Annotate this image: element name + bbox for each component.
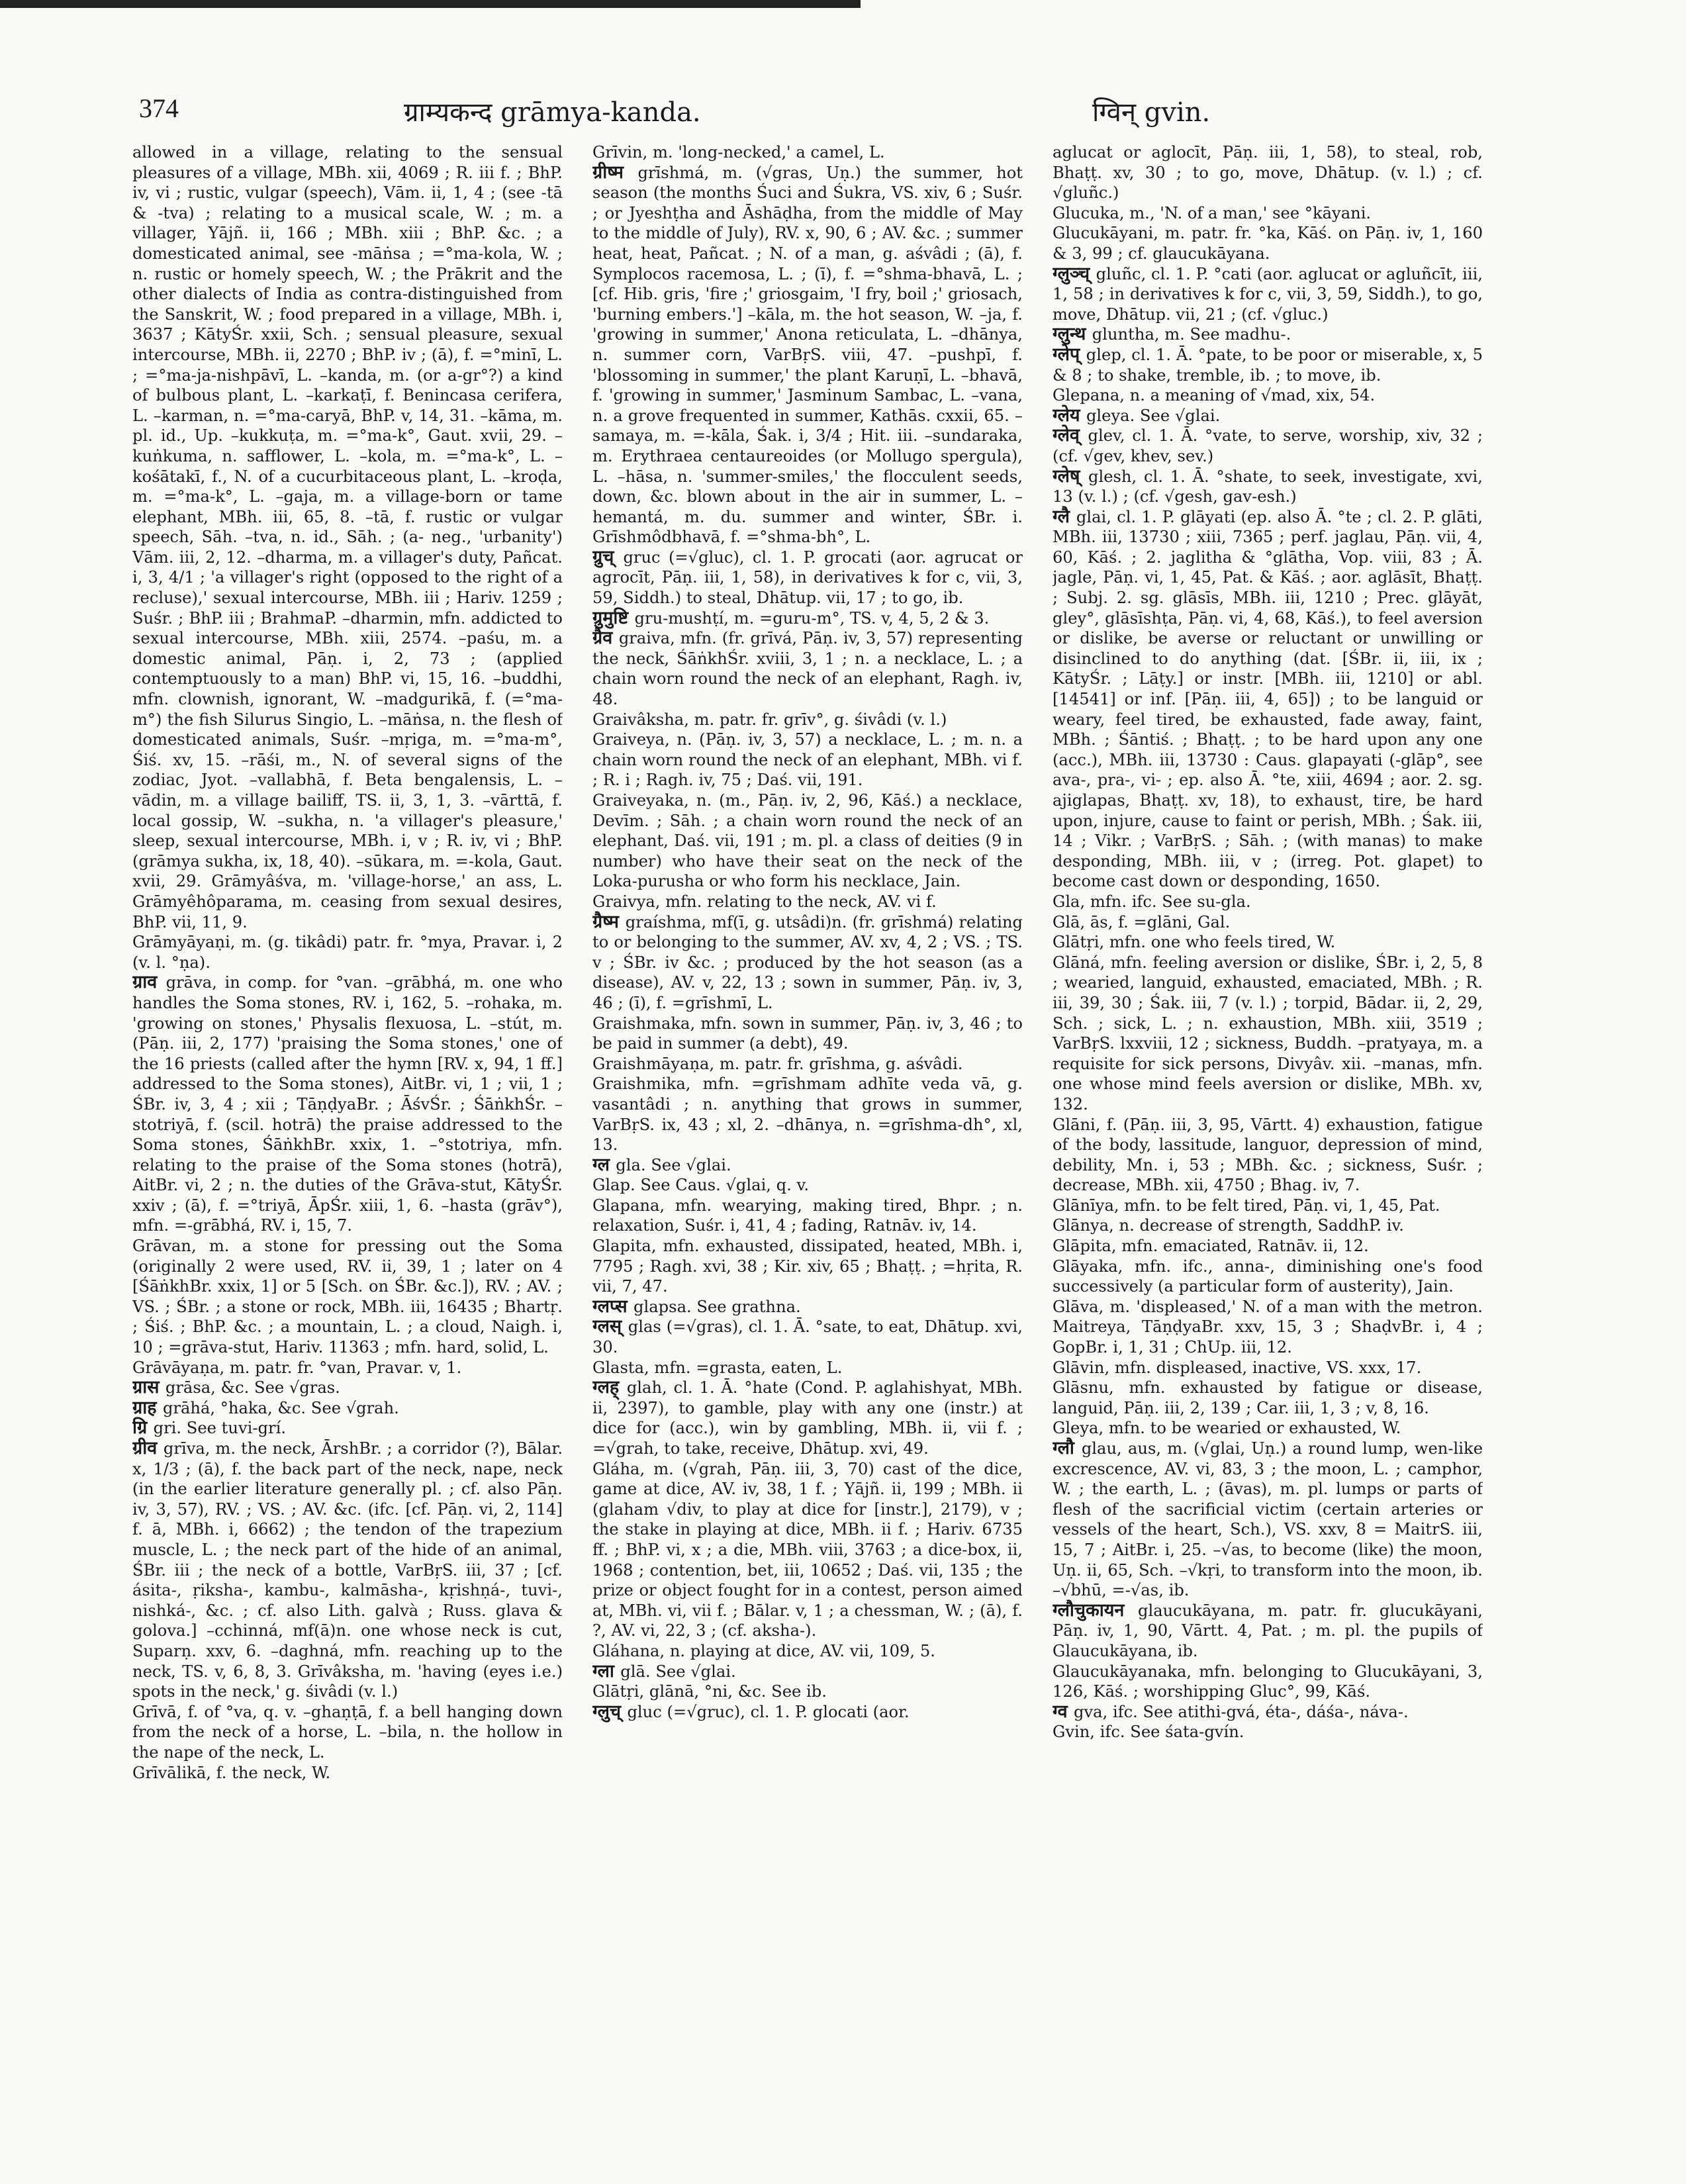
dictionary-entry: Glānya, n. decrease of strength, SaddhP. iv. [1053,1216,1404,1235]
dictionary-entry: Grīvālikā, f. the neck, W. [132,1763,331,1782]
dictionary-entry: Glāvin, mfn. displeased, inactive, VS. xxx, 17. [1053,1358,1422,1377]
dictionary-entry: allowed in a village, relating to the sensual pleasures of a village, MBh. xii, 4069 ; R. iii f. ; BhP. iv, vi ; rustic, vulgar (speech), Vām. ii, 1, 4 ; (see -tā & -tva) ; relating to a musical scale, W. ; m. a villager, Yājñ. ii, 166 ; MBh. xiii ; BhP. &c. ; a domesticated animal, see -māṅsa ; =°ma-kola, W. ; n. rustic or homely speech, W. ; the Prākrit and the other dialects of India as contra-distinguished from the Sanskrit, W. ; food prepared in a village, MBh. i, 3637 ; KātyŚr. xxii, Sch. ; sensual pleasure, sexual intercourse, MBh. ii, 2270 ; BhP. iv ; (ā), f. =°minī, L. ; =°ma-ja-nishpāvī, L. –kanda, m. (or a-gr°?) a kind of bulbous plant, L. –karkaṭī, f. Benincasa cerifera, L. –karman, n. =°ma-caryā, BhP. v, 14, 31. –kāma, m. pl. id., Up. –kukkuṭa, m. =°ma-k°, Gaut. xvii, 29. –kuṅkuma, n. safflower, L. –kola, m. =°ma-k°, L. –kośātakī, f., N. of a cucurbitaceous plant, L. –kroḍa, m. =°ma-k°, L. –gaja, m. a village-born or tame elephant, MBh. iii, 65, 8. –tā, f. rustic or vulgar speech, Sāh. –tva, n. id., Sāh. ; (a- neg., 'urbanity') Vām. iii, 2, 12. –dharma, m. a villager's duty, Pañcat. i, 3, 4/1 ; 'a villager's right (opposed to the right of a recluse),' sexual intercourse, MBh. iii ; Hariv. 1259 ; Suśr. ; BhP. iii ; BrahmaP. –dharmin, mfn. addicted to sexual intercourse, MBh. xiii, 2574. –paśu, m. a domestic animal, Pāṇ. i, 2, 73 ; (applied contemptuously to a man) BhP. vi, 15, 16. –buddhi, mfn. clownish, ignorant, W. –madgurikā, f. (=°ma-m°) the fish Silurus Singio, L. –māṅsa, n. the flesh of domesticated animals, Suśr. –mṛiga, m. =°ma-m°, Śiś. xv, 15. –rāśi, m., N. of several signs of the zodiac, Jyot. –vallabhā, f. Beta bengalensis, L. –vādin, m. a village bailiff, TS. ii, 3, 1, 3. –vārttā, f. local gossip, W. –sukha, n. 'a villager's pleasure,' sleep, sexual intercourse, MBh. i, v ; R. iv, vi ; BhP. (grāmya sukha, ix, 18, 40). –sūkara, m. =-kola, Gaut. xvii, 29. Grāmyâśva, m. 'village-horse,' an ass, L. Grāmyêhôparama, m. ceasing from sexual desires, BhP. vii, 11, 9. [132,143,563,931]
dictionary-entry: ग्लुञ्च् gluñc, cl. 1. P. °cati (aor. aglucat or agluñcīt, iii, 1, 58 ; in derivatives k for c, vii, 3, 59, Siddh.), to go, move, Dhātup. vii, 21 ; (cf. √gluc.) [1053,263,1483,324]
dictionary-entry: ग्लै glai, cl. 1. P. glāyati (ep. also Ā. °te ; cl. 2. P. glāti, MBh. iii, 13730 ; xiii, 7365 ; perf. jaglau, Pāṇ. vii, 4, 60, Kāś. ; 2. jaglitha & °glātha, Vop. viii, 83 ; Ā. jagle, Pāṇ. vi, 1, 45, Pat. & Kāś. ; aor. aglāsīt, Bhaṭṭ. ; Subj. 2. sg. glāsīs, MBh. iii, 1210 ; Prec. glāyāt, gley°, glāsīshṭa, Pāṇ. vi, 4, 68, Kāś.), to feel aversion or dislike, be averse or reluctant or unwilling or disinclined to do anything (dat. [ŚBr. ii, iii, ix ; KātyŚr. ; Lāṭy.] or instr. [MBh. iii, 1210] or abl. [14541] or inf. [Pāṇ. iii, 4, 65]) ; to be languid or weary, feel tired, be exhausted, fade away, faint, MBh. ; Śāntiś. ; Bhaṭṭ. ; to be hard upon any one (acc.), MBh. iii, 13730 : Caus. glapayati (-glāp°, see ava-, pra-, vi- ; ep. also Ā. °te, xiii, 4694 ; aor. 2. sg. ajiglapas, Bhaṭṭ. xv, 18), to exhaust, tire, be hard upon, injure, cause to faint or perish, MBh. ; Śak. iii, 14 ; Vikr. ; VarBṛS. ; Sāh. ; (with manas) to make desponding, MBh. iii, v ; (irreg. Pot. glapet) to become cast down or desponding, 1650. [1053,506,1483,891]
devanagari-headword: ग्लुच् [592,1701,628,1722]
column-2 [592,142,1023,2115]
running-head-left: ग्राम्यकन्द grāmya-kanda. [404,97,701,128]
dictionary-entry: Graishmika, mfn. =grīshmam adhīte veda vā, g. vasantâdi ; n. anything that grows in summer, VarBṛS. ix, 43 ; xl, 2. –dhānya, n. =grīshma-dh°, xl, 13. [592,1074,1023,1155]
running-head-right: ग्विन् gvin. [1092,97,1211,128]
dictionary-entry: Glap. See Caus. √glai, q. v. [592,1176,810,1195]
dictionary-entry: Glātṛi, glānā, °ni, &c. See ib. [592,1682,827,1701]
dictionary-entry: Graivâksha, m. patr. fr. grīv°, g. śivâdi (v. l.) [592,710,947,729]
dictionary-entry: Gláhana, n. playing at dice, AV. vii, 109, 5. [592,1641,935,1660]
devanagari-headword: ग्लुञ्च् [1053,263,1096,284]
devanagari-headword: ग्रुमुष्टि [592,607,635,628]
devanagari-headword: ग्लस् [592,1316,628,1337]
dictionary-entry: ग्ला glā. See √glai. [592,1660,736,1682]
dictionary-entry: ग्व gva, ifc. See atithi-gvá, éta-, dáśa-, náva-. [1053,1701,1409,1722]
devanagari-headword: ग्रास [132,1377,165,1398]
dictionary-entry: ग्लौ glau, aus, m. (√glai, Uṇ.) a round lump, wen-like excrescence, AV. vi, 83, 3 ; the moon, L. ; camphor, W. ; the earth, L. ; (āvas), m. pl. lumps or parts of flesh of the sacrificial victim (certain arteries or vessels of the heart, Sch.), VS. xxv, 8 = MaitrS. iii, 15, 7 ; AitBr. i, 25. –√as, to become (like) the moon, Uṇ. ii, 65, Sch. –√kṛi, to transform into the moon, ib. –√bhū, =-√as, ib. [1053,1438,1483,1600]
dictionary-entry: ग्रैष्म graíshma, mf(ī, g. utsâdi)n. (fr. grīshmá) relating to or belonging to the summer, AV. xv, 4, 2 ; VS. ; TS. v ; ŚBr. iv &c. ; produced by the hot season (as a disease), AV. v, 22, 13 ; sown in summer, Pāṇ. iv, 3, 46 ; (ī), f. =grīshmī, L. [592,911,1023,1012]
devanagari-headword: ग्ला [592,1660,621,1682]
dictionary-entry: Grīvin, m. 'long-necked,' a camel, L. [592,143,885,162]
dictionary-entry: Glāva, m. 'displeased,' N. of a man with the metron. Maitreya, TāṇḍyaBr. xxv, 15, 3 ; ShaḍvBr. i, 4 ; GopBr. i, 1, 31 ; ChUp. iii, 12. [1053,1297,1483,1357]
dictionary-entry: ग्लेव् glev, cl. 1. Ā. °vate, to serve, worship, xiv, 32 ; (cf. √gev, khev, sev.) [1053,425,1483,465]
dictionary-entry: Glasta, mfn. =grasta, eaten, L. [592,1358,843,1377]
dictionary-entry: ग्लुन्थ gluntha, m. See madhu-. [1053,324,1291,345]
dictionary-entry: ग्रुमुष्टि gru-mushṭí, m. =guru-m°, TS. v, 4, 5, 2 & 3. [592,607,990,628]
dictionary-entry: ग्रैव graiva, mfn. (fr. grīvá, Pāṇ. iv, 3, 57) representing the neck, ŚāṅkhŚr. xviii, 3, 1 ; n. a necklace, L. ; a chain worn round the neck of an elephant, Ragh. iv, 48. [592,628,1023,709]
dictionary-entry: Gla, mfn. ifc. See su-gla. [1053,892,1251,911]
devanagari-headword: ग्व [1053,1701,1074,1722]
devanagari-headword: ग्रैव [592,628,619,649]
dictionary-entry: Glāná, mfn. feeling aversion or dislike, ŚBr. i, 2, 5, 8 ; wearied, languid, exhausted, emaciated, MBh. ; R. iii, 39, 30 ; Śak. iii, 7 (v. l.) ; torpid, Bādar. ii, 2, 29, Sch. ; sick, L. ; n. exhaustion, MBh. xiii, 3519 ; VarBṛS. lxxviii, 12 ; sickness, Buddh. –pratyaya, m. a requisite for sick persons, Divyâv. xii. –manas, mfn. one whose mind feels aversion or dislike, MBh. xv, 132. [1053,953,1483,1114]
dictionary-entry: Glaucukāyanaka, mfn. belonging to Glucukāyani, 3, 126, Kāś. ; worshipping Gluc°, 99, Kāś. [1053,1662,1483,1701]
dictionary-entry: ग्लुच् gluc (=√gruc), cl. 1. P. glocati (aor. [592,1701,910,1722]
dictionary-entry: ग्रीव grīva, m. the neck, ĀrshBr. ; a corridor (?), Bālar. x, 1/3 ; (ā), f. the back part of the neck, nape, neck (in the earlier literature generally pl. ; cf. also Pāṇ. iv, 3, 57), RV. ; VS. ; AV. &c. (ifc. [cf. Pāṇ. vi, 2, 114] f. ā, MBh. i, 6662) ; the tendon of the trapezium muscle, L. ; the neck part of the hide of an animal, ŚBr. iii ; the neck of a bottle, VarBṛS. iii, 37 ; [cf. ásita-, ṛiksha-, kambu-, kalmāsha-, kṛishṇá-, tuvi-, nishká-, &c. ; cf. also Lith. galvà ; Russ. glava & golova.] –cchinná, mf(ā)n. one whose neck is cut, Suparṇ. xxv, 6. –daghná, mfn. reaching up to the neck, TS. v, 6, 8, 3. Grīvâksha, m. 'having (eyes i.e.) spots in the neck,' g. śivâdi (v. l.) [132,1438,563,1701]
dictionary-entry: Glāsnu, mfn. exhausted by fatigue or disease, languid, Pāṇ. iii, 2, 139 ; Car. iii, 1, 3 ; v, 8, 16. [1053,1378,1483,1417]
dictionary-entry: Glā, ās, f. =glāni, Gal. [1053,912,1231,931]
page-header [139,93,1483,132]
dictionary-entry: ग्लह् glah, cl. 1. Ā. °hate (Cond. P. aglahishyat, MBh. ii, 2397), to gamble, play with any one (instr.) at dice for (acc.), win by gambling, MBh. ii, vii f. ; =√grah, to take, receive, Dhātup. xvi, 49. [592,1377,1023,1458]
dictionary-entry: ग्रुच् gruc (=√gluc), cl. 1. P. grocati (aor. agrucat or agrocīt, Pāṇ. iii, 1, 58), in derivatives k for c, vii, 3, 59, Siddh.) to steal, Dhātup. vii, 17 ; to go, ib. [592,546,1023,608]
top-scan-line [0,0,861,8]
devanagari-headword: ग्लै [1053,506,1076,527]
dictionary-entry: Graivya, mfn. relating to the neck, AV. vi f. [592,892,937,911]
dictionary-entry: Glucukāyani, m. patr. fr. °ka, Kāś. on Pāṇ. iv, 1, 160 & 3, 99 ; cf. glaucukāyana. [1053,224,1483,263]
devanagari-headword: ग्राव [132,972,166,993]
devanagari-headword: ग्रि [132,1417,154,1439]
dictionary-entry: ग्लौचुकायन glaucukāyana, m. patr. fr. glucukāyani, Pāṇ. iv, 1, 90, Vārtt. 4, Pat. ; m. pl. the pupils of Glaucukāyana, ib. [1053,1599,1483,1660]
dictionary-entry: ग्लेष् glesh, cl. 1. Ā. °shate, to seek, investigate, xvi, 13 (v. l.) ; (cf. √gesh, gav-esh.) [1053,465,1483,506]
dictionary-entry: Grāvāyaṇa, m. patr. fr. °van, Pravar. v, 1. [132,1358,462,1377]
dictionary-entry: Glapana, mfn. wearying, making tired, Bhpr. ; n. relaxation, Suśr. i, 41, 4 ; fading, Ratnāv. iv, 14. [592,1196,1023,1235]
dictionary-entry: Gláha, m. (√grah, Pāṇ. iii, 3, 70) cast of the dice, game at dice, AV. iv, 38, 1 f. ; Yājñ. ii, 199 ; MBh. ii (glaham √div, to play at dice for [instr.], 2179), v ; the stake in playing at dice, MBh. ii f. ; Hariv. 6735 ff. ; BhP. vi, x ; a die, MBh. viii, 3763 ; a dice-box, ii, 1968 ; contention, bet, iii, 10652 ; Daś. vii, 135 ; the prize or object fought for in a contest, person aimed at, MBh. vi, vii f. ; Bālar. v, 1 ; a chessman, W. ; (ā), f. ?, AV. vi, 22, 3 ; (cf. aksha-). [592,1459,1023,1640]
dictionary-entry: ग्ल gla. See √glai. [592,1154,731,1175]
dictionary-entry: Gleya, mfn. to be wearied or exhausted, W. [1053,1419,1401,1438]
dictionary-entry: Grāmyāyaṇi, m. (g. tikâdi) patr. fr. °mya, Pravar. i, 2 (v. l. °ṇa). [132,933,563,972]
devanagari-headword: ग्लेय [1053,404,1086,426]
dictionary-entry: Graishmāyaṇa, m. patr. fr. grīshma, g. aśvâdi. [592,1054,963,1073]
dictionary-entry: ग्रीष्म grīshmá, m. (√gras, Uṇ.) the summer, hot season (the months Śuci and Śukra, VS. xiv, 6 ; Suśr. ; or Jyeshṭha and Āshāḍha, from the middle of May to the middle of July), RV. x, 90, 6 ; AV. &c. ; summer heat, heat, Pañcat. ; N. of a man, g. aśvâdi ; (ā), f. Symplocos racemosa, L. ; (ī), f. =°shma-bhavā, L. ; [cf. Hib. gris, 'fire ;' griosgaim, 'I fry, boil ;' griosach, 'burning embers.'] –kāla, m. the hot season, W. –ja, f. 'growing in summer,' Anona reticulata, L. –dhānya, n. summer corn, VarBṛS. viii, 47. –pushpī, f. 'blossoming in summer,' the plant Karuṇī, L. –bhavā, f. 'growing in summer,' Jasminum Sambac, L. –vana, n. a grove frequented in summer, Kathās. cxxii, 65. –samaya, m. =-kāla, Śak. i, 3/4 ; Hit. iii. –sundaraka, m. Erythraea centaureoides (or Mollugo spergula), L. –hāsa, n. 'summer-smiles,' the flocculent seeds, down, &c. blown about in the air in summer, L. –hemantá, m. du. summer and winter, ŚBr. i. Grīshmôdbhavā, f. =°shma-bh°, L. [592,162,1023,547]
dictionary-entry: Glepana, n. a meaning of √mad, xix, 54. [1053,386,1376,405]
devanagari-headword: ग्लौचुकायन [1053,1599,1138,1621]
dictionary-entry: ग्लेप् glep, cl. 1. Ā. °pate, to be poor or miserable, x, 5 & 8 ; to shake, tremble, ib. ; to move, ib. [1053,344,1483,385]
dictionary-entry: Glāni, f. (Pāṇ. iii, 3, 95, Vārtt. 4) exhaustion, fatigue of the body, lassitude, languor, depression of mind, debility, Mn. i, 53 ; MBh. &c. ; sickness, Suśr. ; decrease, MBh. xii, 4750 ; Bhag. iv, 7. [1053,1115,1483,1195]
devanagari-headword: ग्लौ [1053,1438,1082,1458]
dictionary-entry: Glucuka, m., 'N. of a man,' see °kāyani. [1053,203,1372,222]
devanagari-headword: ग्रीव [132,1438,164,1458]
devanagari-headword: ग्लप्स [592,1296,634,1317]
dictionary-entry: Glātṛi, mfn. one who feels tired, W. [1053,933,1336,952]
devanagari-headword: ग्लह् [592,1377,627,1398]
dictionary-entry: ग्रास grāsa, &c. See √gras. [132,1377,340,1398]
devanagari-headword: ग्लेव् [1053,425,1088,446]
dictionary-entry: Glānīya, mfn. to be felt tired, Pāṇ. vi, 1, 45, Pat. [1053,1196,1440,1215]
devanagari-headword: ग्रीष्म [592,162,638,183]
dictionary-entry: ग्लस् glas (=√gras), cl. 1. Ā. °sate, to eat, Dhātup. xvi, 30. [592,1316,1023,1357]
dictionary-entry: Glāpita, mfn. emaciated, Ratnāv. ii, 12. [1053,1237,1369,1256]
devanagari-headword: ग्रैष्म [592,911,626,932]
column-1 [132,142,563,2115]
dictionary-entry: aglucat or aglocīt, Pāṇ. iii, 1, 58), to steal, rob, Bhaṭṭ. xv, 30 ; to go, move, Dhātup. (v. l.) ; cf. √gluñc.) [1053,143,1483,203]
dictionary-entry: Glapita, mfn. exhausted, dissipated, heated, MBh. i, 7795 ; Ragh. xvi, 38 ; Kir. xiv, 65 ; Bhaṭṭ. ; =hṛita, R. vii, 7, 47. [592,1237,1023,1296]
devanagari-headword: ग्लेष् [1053,465,1088,487]
devanagari-headword: ग्लुन्थ [1053,324,1092,345]
dictionary-entry: Graishmaka, mfn. sown in summer, Pāṇ. iv, 3, 46 ; to be paid in summer (a debt), 49. [592,1014,1023,1053]
column-3 [1053,142,1483,2115]
dictionary-entry: Grāvan, m. a stone for pressing out the Soma (originally 2 were used, RV. ii, 39, 1 ; later on 4 [ŚāṅkhBr. xxix, 1] or 5 [Sch. on ŚBr. &c.]), RV. ; AV. ; VS. ; ŚBr. ; a stone or rock, MBh. iii, 16435 ; Bhartṛ. ; Śiś. ; BhP. &c. ; a mountain, L. ; a cloud, Naigh. i, 10 ; =grāva-stut, Hariv. 11363 ; mfn. hard, solid, L. [132,1237,563,1357]
dictionary-entry: ग्राव grāva, in comp. for °van. –grābhá, m. one who handles the Soma stones, RV. i, 162, 5. –rohaka, m. 'growing on stones,' Physalis flexuosa, L. –stút, m. (Pāṇ. iii, 2, 177) 'praising the Soma stones,' one of the 16 priests (called after the hymn [RV. x, 94, 1 ff.] addressed to the Soma stones), AitBr. vi, 1 ; vii, 1 ; ŚBr. iv, 3, 4 ; xii ; TāṇḍyaBr. ; ĀśvŚr. ; ŚāṅkhŚr. –stotriyā, f. (scil. hotrā) the praise addressed to the Soma stones, ŚāṅkhBr. xxix, 1. –°stotriya, mfn. relating to the praise of the Soma stones (hotrā), AitBr. vi, 2 ; n. the duties of the Grāva-stut, KātyŚr. xxiv ; (ā), f. =°triyā, ĀpŚr. xiii, 1, 6. –hasta (grāv°), mfn. =-grābhá, RV. i, 15, 7. [132,972,563,1235]
dictionary-entry: Gvin, ifc. See śata-gvín. [1053,1723,1244,1742]
devanagari-headword: ग्लेप् [1053,344,1086,365]
devanagari-headword: ग्रुच् [592,546,624,567]
devanagari-headword: ग्ल [592,1154,616,1175]
dictionary-entry: Grīvā, f. of °va, q. v. –ghaṇṭā, f. a bell hanging down from the neck of a horse, L. –bila, n. the hollow in the nape of the neck, L. [132,1702,563,1762]
dictionary-entry: ग्रि gri. See tuvi-grí. [132,1417,287,1439]
dictionary-entry: Graiveya, n. (Pāṇ. iv, 3, 57) a necklace, L. ; m. n. a chain worn round the neck of an elephant, MBh. vi f. ; R. i ; Ragh. iv, 75 ; Daś. vii, 191. [592,730,1023,790]
dictionary-entry: ग्राह grāhá, °haka, &c. See √grah. [132,1397,399,1418]
dictionary-entry: ग्लेय gleya. See √glai. [1053,404,1221,426]
page-number: 374 [139,93,179,123]
dictionary-entry: ग्लप्स glapsa. See grathna. [592,1296,801,1317]
dictionary-entry: Glāyaka, mfn. ifc., anna-, diminishing one's food successively (a particular form of austerity), Jain. [1053,1257,1483,1296]
dictionary-entry: Graiveyaka, n. (m., Pāṇ. iv, 2, 96, Kāś.) a necklace, Devīm. ; Sāh. ; a chain worn round the neck of an elephant, Daś. vii, 191 ; m. pl. a class of deities (9 in number) who have their seat on the neck of the Loka-purusha or who form his necklace, Jain. [592,791,1023,891]
devanagari-headword: ग्राह [132,1397,163,1418]
